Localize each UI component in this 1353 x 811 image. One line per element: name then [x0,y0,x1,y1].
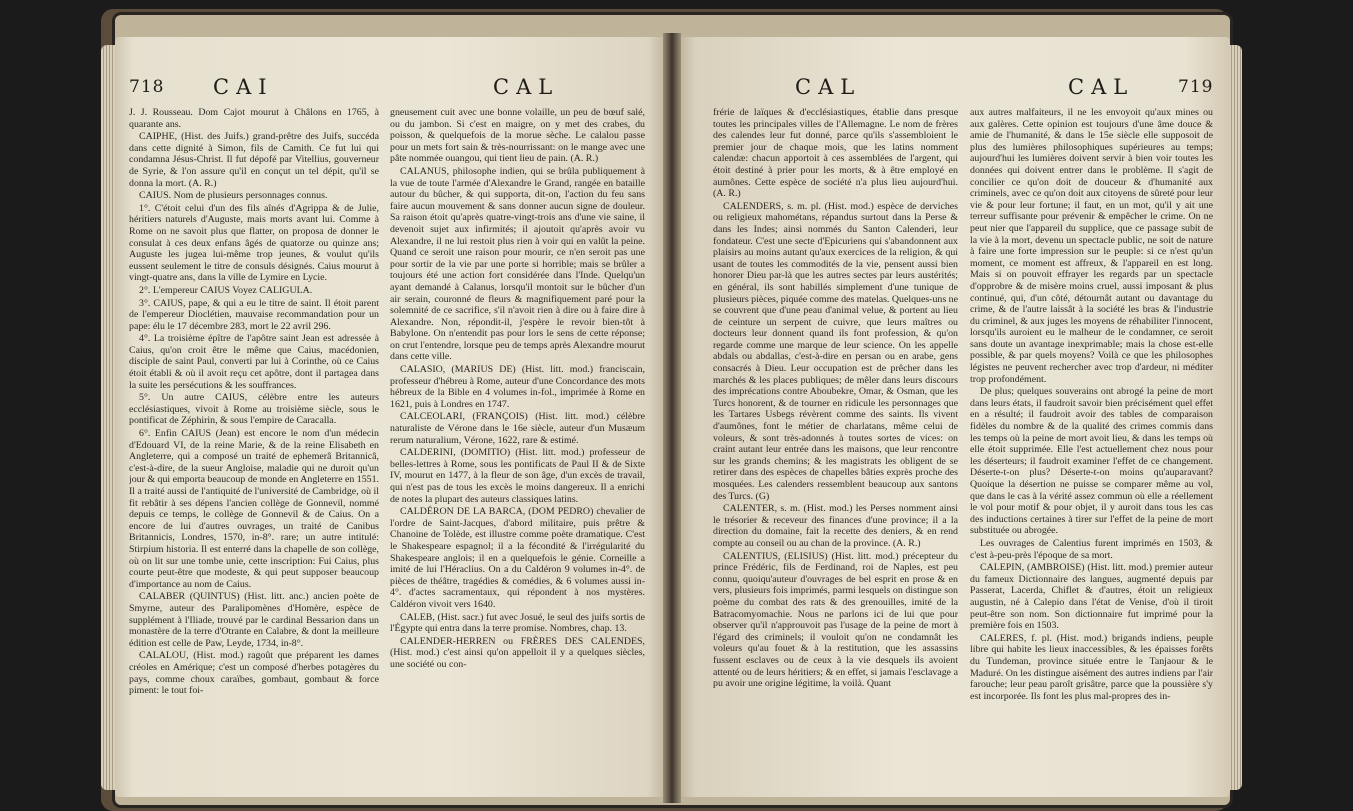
paragraph: frérie de laïques & d'ecclésiastiques, établie dans presque toutes les principales villes de l'Allemagne. Le nom de frères des calendes leur fut donné, parce qu'ils s'assembloient le premier jour de chaque mois, que les latins nomment calendæ: chacun apportoit à ces assemblées de l'argent, qui étoit destiné à prier pour les morts, & à être employé en aumônes. Cette espèce de société n'a plus lieu aujourd'hui. (A. R.) [713,107,958,200]
paragraph: 3°. CAIUS, pape, & qui a eu le titre de saint. Il étoit parent de l'empereur Dioclétien, mauvaise recommandation pour un pape: élu le 17 décembre 283, mort le 22 avril 296. [129,297,379,332]
left-running-head-1: CAI [213,75,274,99]
open-book [115,15,1230,805]
paragraph: De plus; quelques souverains ont abrogé la peine de mort dans leurs états, il faudroit savoir bien précisément quel effet en a résulté; il faudroit avoir des tables de comparaison fidèles du nombre & de la qualité des crimes commis dans les temps où la peine de mort avoit lieu, & dans les temps où elle étoit supprimée. Elle l'est actuellement chez nous pour les déserteurs; il faudroit examiner l'effet de ce changement. Déserte-t-on plus? Déserte-t-on moins qu'auparavant? Quoique la désertion ne puisse se comparer même au vol, que dans le cas à la vérité assez commun où elle a réellement le vol pour motif & pour objet, il y auroit dans tous les cas des inductions certaines à tirer sur l'effet de la peine de mort substituée ou abrogée. [970,386,1213,537]
left-page [115,37,670,797]
right-running-head-1: CAL [795,75,862,99]
paragraph: 5°. Un autre CAIUS, célèbre entre les auteurs ecclésiastiques, vivoit à Rome au troisième siècle, sous le pontificat de Zéphirin, & sous l'empire de Caracalla. [129,392,379,427]
paragraph: 2°. L'empereur CAIUS Voyez CALIGULA. [139,284,313,296]
paragraph: CALENDER-HERREN ou FRÈRES DES CALENDES, (Hist. mod.) c'est ainsi qu'on appelloit il y a quelques siècles, une société ou con- [390,635,645,670]
paragraph: CALCEOLARI, (FRANÇOIS) (Hist. litt. mod.) célèbre naturaliste de Vérone dans le 16e siècle, auteur d'un Musæum rerum naturalium, Vérone, 1622, rare & estimé. [390,411,645,446]
right-page-number: 719 [1178,77,1214,97]
paragraph: CAIPHE, (Hist. des Juifs.) grand-prêtre des Juifs, succéda dans cette dignité à Simon, fils de Camith. Ce fut lui qui condamna Jésus-Christ. Il fut dépofé par Vitellius, gouverneur de Syrie, & l'on assure qu'il en conçut un tel dépit, qu'il se donna la mort. (A. R.) [129,131,379,189]
paragraph: CALDÉRON DE LA BARCA, (DOM PEDRO) chevalier de l'ordre de Saint-Jacques, d'abord militaire, puis prêtre & Chanoine de Tolède, est illustre comme poète dramatique. C'est le Shakespeare espagnol; il a la fécondité & l'irrégularité du Shakespeare anglois; il en a quelquefois le génie. Corneille a imité de lui l'Héraclius. On a du Caldéron 9 volumes in-4°. de pièces de théâtre, tragédies & comédies, & 6 volumes aussi in-4°. d'actes sacramentaux, qui répondent à nos mystères. Caldéron vivoit vers 1640. [390,506,645,610]
paragraph: CALENTIUS, (ELISIUS) (Hist. litt. mod.) précepteur du prince Frédéric, fils de Ferdinand, roi de Naples, est peu connu, quoiqu'auteur d'ouvrages de bel esprit en prose & en vers, plusieurs fois imprimés, parmi lesquels on distingue son poème du combat des rats & des grenouilles, imité de la Batracomyomachie. Nous ne parlons ici de lui que pour observer qu'il n'approuvoit pas l'usage de la peine de mort à l'égard des criminels; il vouloit qu'on ne condamnât les voleurs qu'au fouet & à la restitution, que les assassins fussent esclaves ou de ceux à la vie desquels ils avoient attenté ou de leurs héritiers; & en effet, si jamais l'esclavage a pu avoir une origine légitime, la voilà. Quant [713,550,958,690]
paragraph: CAIUS. Nom de plusieurs personnages connus. [139,190,328,202]
left-column-1 [129,107,379,797]
paragraph: CALASIO, (MARIUS DE) (Hist. litt. mod.) franciscain, professeur d'hébreu à Rome, auteur d'une Concordance des mots hébreux de la Bible en 4 volumes in-fol., imprimée à Rome en 1621, puis à Londres en 1747. [390,364,645,410]
paragraph: aux autres malfaiteurs, il ne les envoyoit qu'aux mines ou aux galères. Cette opinion est toujours d'une âme douce & amie de l'humanité, & dans le 15e siècle elle supposoit de plus des lumières philosophiques supérieures au temps; aujourd'hui les lumières doivent servir à bien voir toutes les données qui doivent entrer dans le problème. Il s'agit de concilier ce qu'on doit de douceur & d'humanité aux criminels, avec ce qu'on doit aux citoyens de sûreté pour leur vie & pour leur fortune; il faut, en un mot, qu'il y ait une terreur suffisante pour prévenir & empêcher le crime. On ne peut nier que l'appareil du supplice, que ce passage subit de la vie à la mort, devenu un spectacle public, ne soit de nature à faire une forte impression sur le peuple: si ce n'est qu'un moment, ce moment est affreux, & l'appareil en est long. Mais si on pouvoit effrayer les regards par un spectacle d'opprobre & de misère moins cruel, aussi imposant & plus continué, qui, d'un côté, détournât autant ou davantage du crime, & de l'autre laissât à la société les bras & l'industrie du criminel, & aux juges les moyens de réhabiliter l'innocent, lorsqu'ils auroient eu le malheur de le condamner, ce seroit sans doute un avantage inexprimable; mais la chose est-elle possible, & par quels moyens? Voilà ce que les philosophes légistes ne peuvent rechercher avec trop d'ardeur, ni méditer trop profondément. [970,107,1213,385]
right-column-1 [713,107,958,797]
left-running-head-2: CAL [493,75,560,99]
paragraph: CALEPIN, (AMBROISE) (Hist. litt. mod.) premier auteur du fameux Dictionnaire des langues, augmenté depuis par Passerat, Lacerda, Chiflet & d'autres, étoit un religieux augustin, né à Calepio dans l'état de Venise, d'où il tiroit peut-être son nom. Son dictionnaire fut imprimé pour la première fois en 1503. [970,562,1213,632]
paragraph: gneusement cuit avec une bonne volaille, un peu de bœuf salé, ou du jambon. Si c'est en maigre, on y met des crabes, du poisson, & quelquefois de la morue sèche. Le calalou passe pour un mets fort sain & très-nourrissant: on le mange avec une pâte nommée ouangou, qui tient lieu de pain. (A. R.) [390,107,645,165]
paragraph: Les ouvrages de Calentius furent imprimés en 1503, & c'est à-peu-près l'époque de sa mort. [970,537,1213,561]
right-page [673,37,1230,797]
paragraph: CALERES, f. pl. (Hist. mod.) brigands indiens, peuple libre qui habite les lieux inaccessibles, & les épaisses forêts du Tundeman, province située entre le Tanjaour & le Maduré. On les distingue aisément des autres indiens par l'air farouche; leur peau paroît grisâtre, parce que la poussière s'y est incorporée. Ils font les plus mal-propres des in- [970,632,1213,702]
right-column-2 [970,107,1213,797]
paragraph: 1°. C'étoit celui d'un des fils aînés d'Agrippa & de Julie, héritiers naturels d'Auguste, mais morts avant lui. Comme à Rome on ne savoit plus que flatter, on proposa de donner le consulat à ces deux enfans âgés de quatorze ou quinze ans; Auguste les jugea lui-même trop jeunes, & voulut qu'ils eussent seulement le titre de consuls désignés. Caius mourut à vingt-quatre ans, dans la ville de Lymire en Lycie. [129,202,379,284]
book-gutter [663,33,681,803]
right-running-head-2: CAL [1068,75,1135,99]
left-column-2 [390,107,645,797]
paragraph: CALEB, (Hist. sacr.) fut avec Josué, le seul des juifs sortis de l'Égypte qui entra dans la terre promise. Nombres, chap. 13. [390,611,645,635]
paragraph: CALABER (QUINTUS) (Hist. litt. anc.) ancien poète de Smyrne, auteur des Paralipomènes d'Homère, espèce de supplément à l'Iliade, trouvé par le cardinal Bessarion dans un monastère de la terre d'Otrante en Calabre, & dont la meilleure édition est celle de Paw, Leyde, 1734, in-8°. [129,591,379,649]
paragraph: CALDERINI, (DOMITIO) (Hist. litt. mod.) professeur de belles-lettres à Rome, sous les pontificats de Paul II & de Sixte IV, mourut en 1477, à la fleur de son âge, d'un excès de travail, qui n'est pas de tous les excès le moins dangereux. Il a enrichi de notes la plupart des auteurs classiques latins. [390,447,645,505]
paragraph: CALALOU, (Hist. mod.) ragoût que préparent les dames créoles en Amérique; c'est un composé d'herbes potagères du pays, comme choux caraïbes, gombaut, gombaut & force piment: le tout foi- [129,650,379,697]
paragraph: 4°. La troisième épître de l'apôtre saint Jean est adressée à Caius, qu'on croit être le même que Caius, macédonien, disciple de saint Paul, converti par lui à Corinthe, où ce Caius étoit établi & où il avoit reçu cet apôtre, dont il partagea dans la suite les persécutions & les souffrances. [129,333,379,391]
paragraph: CALENDERS, s. m. pl. (Hist. mod.) espèce de derviches ou religieux mahométans, répandus surtout dans la Perse & dans les Indes; ainsi nommés du Santon Calenderi, leur fondateur. C'est une secte d'Epicuriens qui s'abandonnent aux plaisirs au moins autant qu'aux exercices de la religion, & qui usant de toutes les commodités de la vie, pensent aussi bien honorer Dieu par-là que les autres sectes par leurs austérités; en général, ils sont habillés simplement d'une tunique de plusieurs pièces, piquée comme des matelas. Quelques-uns ne se couvrent que d'une peau d'animal velue, & portent au lieu de ceinture un serpent de cuivre, que leurs maîtres ou docteurs leur donnent quand ils font profession, & qu'on regarde comme une marque de leur science. On les appelle abdals ou abdallas, c'est-à-dire en persan ou en arabe, gens consacrés à Dieu. Leur occupation est de prêcher dans les marchés & les places publiques; de mêler dans leurs discours des imprécations contre Aboubekre, Omar, & Osman, que les Turcs honorent, & de tourner en ridicule les personnages que les Tartares Usbegs révèrent comme des saints. Ils vivent d'aumônes, font le métier de charlatans, même celui de voleurs, & sont très-adonnés à toutes sortes de vices: on craint autant leur entrée dans les maisons, que leur rencontre sur les grands chemins; & les magistrats les obligent de se retirer dans des espèces de chapelles bâties exprès proche des mosquées. Les calenders ressemblent beaucoup aux santons des Turcs. (G) [713,200,958,502]
paragraph: J. J. Rousseau. Dom Cajot mourut à Châlons en 1765, à quarante ans. [129,107,379,130]
paragraph: 6°. Enfin CAIUS (Jean) est encore le nom d'un médecin d'Edouard VI, de la reine Marie, & de la reine Elisabeth en Angleterre, qui a composé un traité de ephemerâ Britannicâ, c'est-à-dire, de la sueur Angloise, maladie qui ne duroit qu'un jour & qui emporta beaucoup de monde en Angleterre en 1551. Il a traité aussi de l'antiquité de l'université de Cambridge, où il fit rebâtir à ses dépens l'ancien collège de Gonnevil, nommé depuis ce temps, le collège de Gonnevil & de Caius. On a encore de lui d'autres ouvrages, un traité de Canibus Britannicis, Londres, 1570, in-8°. rare; un autre intitulé: Stirpium historia. Il est enterré dans la chapelle de son collège, où on lit sur une tombe unie, cette inscription: Fui Caius, plus courte peut-être que modeste, & qui peut supposer beaucoup d'importance au nom de Caius. [129,428,379,590]
paragraph: CALANUS, philosophe indien, qui se brûla publiquement à la vue de toute l'armée d'Alexandre le Grand, rangée en bataille autour du bûcher, & qui supporta, dit-on, l'action du feu sans faire aucun mouvement & sans donner aucun signe de douleur. Sa raison étoit qu'après quatre-vingt-trois ans d'une vie saine, il devenoit sujet aux infirmités; il ajoutoit qu'après avoir vu Alexandre, il ne lui restoit plus rien à voir qui en valût la peine. Quand ce seroit une raison pour mourir, ce n'en seroit pas une pour sortir de la vie par une porte si horrible; mais se brûler a toujours été une action fort considérée dans l'Inde. Quelqu'un ayant demandé à Calanus, lorsqu'il montoit sur le bûcher d'un air serain, couronné de fleurs & magnifiquement paré pour la solemnité de ce sacrifice, s'il n'avoit rien à dire ou à faire dire à Alexandre. Non, répondit-il, j'espère le revoir bien-tôt à Babylone. On n'entendit pas pour lors le sens de cette réponse; on crut l'entendre, lorsque peu de temps après Alexandre mourut dans cette ville. [390,165,645,363]
paragraph: CALENTER, s. m. (Hist. mod.) les Perses nomment ainsi le trésorier & receveur des finances d'une province; il a la direction du domaine, fait la recette des deniers, & en rend compte au conseil ou au chan de la province. (A. R.) [713,503,958,549]
right-page-edges [1228,45,1242,790]
left-page-number: 718 [129,77,165,97]
